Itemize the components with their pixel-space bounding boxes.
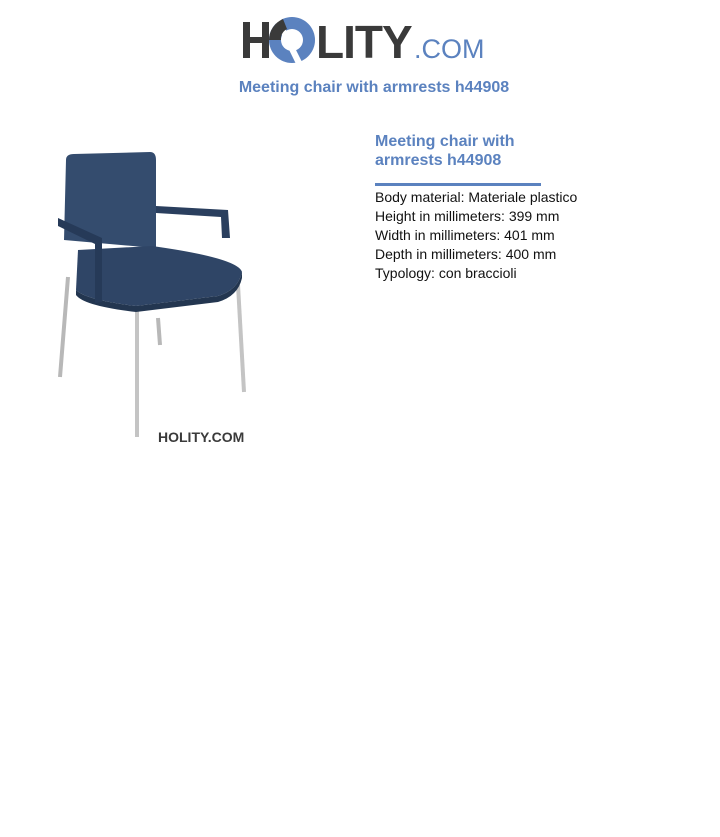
image-watermark: HOLITY.COM (158, 429, 245, 445)
title-divider (375, 183, 541, 186)
product-image[interactable] (40, 140, 260, 450)
svg-text:LITY: LITY (316, 16, 412, 68)
spec-height: Height in millimeters: 399 mm (375, 208, 560, 224)
spec-depth: Depth in millimeters: 400 mm (375, 246, 557, 262)
spec-width: Width in millimeters: 401 mm (375, 227, 555, 243)
holity-logo[interactable] (240, 10, 484, 70)
product-title: Meeting chair with armrests h44908 (375, 133, 515, 169)
svg-text:.COM: .COM (414, 34, 484, 64)
product-details (375, 132, 695, 283)
spec-typology: Typology: con braccioli (375, 265, 517, 281)
page-subtitle: Meeting chair with armrests h44908 (238, 79, 510, 96)
spec-body-material: Body material: Materiale plastico (375, 189, 578, 205)
